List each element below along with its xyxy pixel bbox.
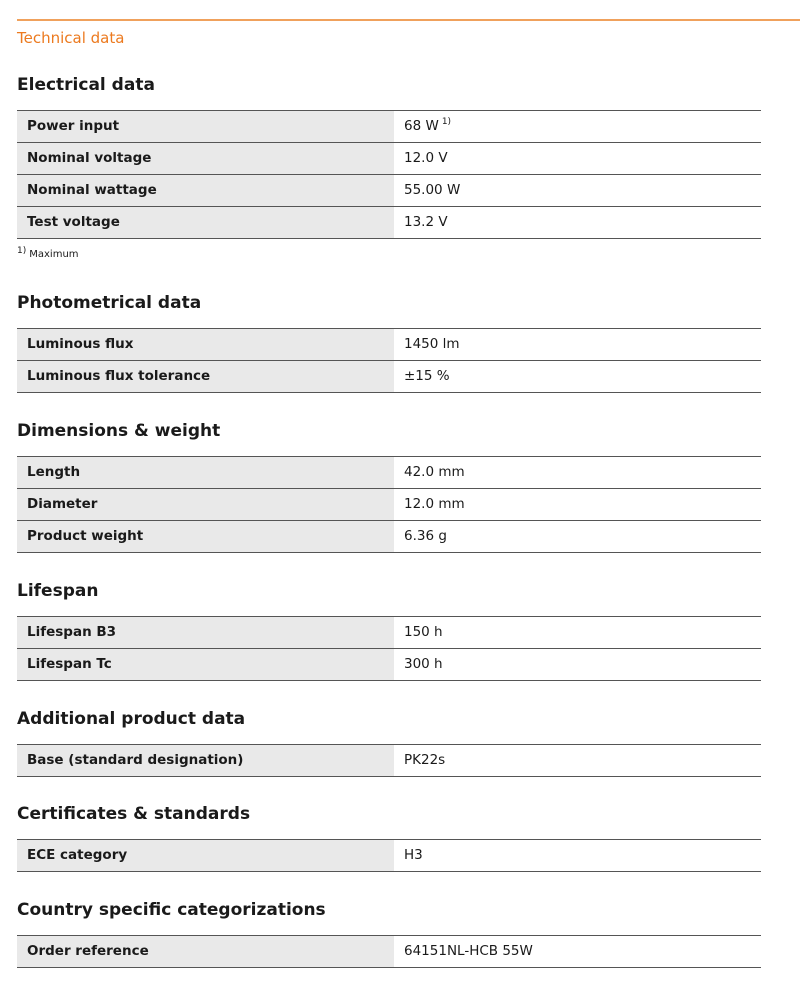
footnote-mark: 1) bbox=[17, 246, 27, 256]
section-title-dimensions: Dimensions & weight bbox=[17, 421, 221, 441]
section-title-electrical: Electrical data bbox=[17, 75, 155, 95]
table-row bbox=[17, 329, 761, 361]
spec-label: Lifespan Tc bbox=[17, 649, 394, 680]
photometrical-table bbox=[17, 328, 761, 393]
table-row bbox=[17, 175, 761, 207]
section-title-photometrical: Photometrical data bbox=[17, 293, 202, 313]
spec-value: PK22s bbox=[404, 752, 446, 768]
spec-value: 13.2 V bbox=[404, 214, 448, 230]
footnote bbox=[17, 246, 79, 260]
spec-label: Lifespan B3 bbox=[17, 617, 394, 648]
spec-label: Base (standard designation) bbox=[17, 745, 394, 776]
spec-value: 300 h bbox=[404, 656, 443, 672]
table-row bbox=[17, 840, 761, 872]
lifespan-table bbox=[17, 616, 761, 681]
spec-label: Diameter bbox=[17, 489, 394, 520]
certificates-table bbox=[17, 839, 761, 872]
section-title-country: Country specific categorizations bbox=[17, 900, 326, 920]
table-row bbox=[17, 936, 761, 968]
table-row bbox=[17, 457, 761, 489]
footnote-text: Maximum bbox=[29, 249, 79, 260]
table-row bbox=[17, 489, 761, 521]
electrical-table bbox=[17, 110, 761, 239]
spec-value-text: 68 W bbox=[404, 118, 439, 134]
spec-value: 64151NL-HCB 55W bbox=[404, 943, 533, 959]
top-divider bbox=[17, 19, 800, 21]
spec-value: 55.00 W bbox=[404, 182, 461, 198]
table-row bbox=[17, 111, 761, 143]
spec-label: Nominal voltage bbox=[17, 143, 394, 174]
spec-value: 1450 lm bbox=[404, 336, 460, 352]
footnote-reference: 1) bbox=[441, 117, 452, 127]
spec-value: 42.0 mm bbox=[404, 464, 465, 480]
spec-value: ±15 % bbox=[404, 368, 450, 384]
spec-value bbox=[394, 111, 761, 142]
country-table bbox=[17, 935, 761, 968]
spec-label: Product weight bbox=[17, 521, 394, 552]
table-row bbox=[17, 617, 761, 649]
spec-label: ECE category bbox=[17, 840, 394, 871]
spec-value: 12.0 mm bbox=[404, 496, 465, 512]
spec-label: Length bbox=[17, 457, 394, 488]
spec-value: H3 bbox=[404, 847, 423, 863]
section-title-certificates: Certificates & standards bbox=[17, 804, 251, 824]
table-row bbox=[17, 361, 761, 393]
table-row bbox=[17, 207, 761, 239]
spec-value: 150 h bbox=[404, 624, 443, 640]
spec-label: Test voltage bbox=[17, 207, 394, 238]
spec-label: Power input bbox=[17, 111, 394, 142]
spec-value: 6.36 g bbox=[404, 528, 447, 544]
spec-label: Luminous flux tolerance bbox=[17, 361, 394, 392]
dimensions-table bbox=[17, 456, 761, 553]
spec-value: 12.0 V bbox=[404, 150, 448, 166]
table-row bbox=[17, 745, 761, 777]
spec-label: Nominal wattage bbox=[17, 175, 394, 206]
table-row bbox=[17, 649, 761, 681]
spec-label: Luminous flux bbox=[17, 329, 394, 360]
page-heading: Technical data bbox=[17, 29, 125, 47]
section-title-lifespan: Lifespan bbox=[17, 581, 99, 601]
spec-label: Order reference bbox=[17, 936, 394, 967]
table-row bbox=[17, 521, 761, 553]
table-row bbox=[17, 143, 761, 175]
section-title-additional: Additional product data bbox=[17, 709, 246, 729]
additional-table bbox=[17, 744, 761, 777]
